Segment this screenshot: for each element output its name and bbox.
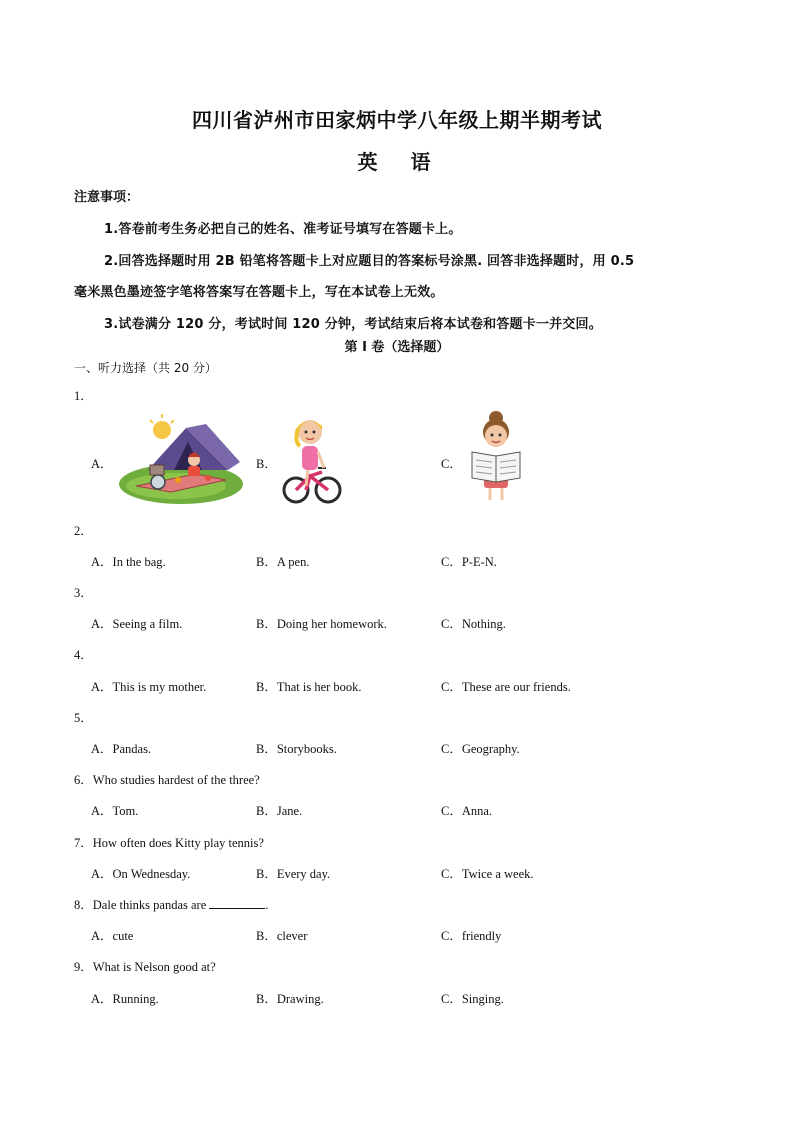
note-item-3: 3.试卷满分 120 分，考试时间 120 分钟，考试结束后将本试卷和答题卡一并交回。 bbox=[104, 317, 602, 332]
option-c: C．Nothing. bbox=[441, 617, 506, 631]
part-title: 第 I 卷（选择题） bbox=[344, 340, 450, 355]
question-stem bbox=[74, 895, 269, 913]
question-text: What is Nelson good at? bbox=[92, 960, 216, 974]
option-b: B．Doing her homework. bbox=[256, 617, 387, 631]
note-item-2-cont: 毫米黑色墨迹签字笔将答案写在答题卡上，写在本试卷上无效。 bbox=[74, 285, 444, 300]
question-text: How often does Kitty play tennis? bbox=[92, 836, 264, 850]
option-a: A．Seeing a film. bbox=[91, 617, 183, 631]
option-b: B．That is her book. bbox=[256, 680, 362, 694]
question-number: 3． bbox=[74, 586, 93, 600]
question-stem bbox=[74, 957, 216, 975]
option-a: A．Running. bbox=[91, 992, 159, 1006]
question-number: 5． bbox=[74, 711, 93, 725]
option-b: B．Jane. bbox=[256, 804, 303, 818]
camping-picture bbox=[116, 410, 246, 505]
exam-subject: 英 语 bbox=[357, 150, 437, 174]
option-c: C．Geography. bbox=[441, 742, 520, 756]
option-c: C．These are our friends. bbox=[441, 680, 571, 694]
option-b: B．Every day. bbox=[256, 867, 331, 881]
question-text-end: . bbox=[265, 898, 269, 912]
question-number: 1． bbox=[74, 389, 93, 403]
option-label: C． bbox=[441, 457, 462, 471]
option-a: A．On Wednesday. bbox=[91, 867, 191, 881]
option-a: A．cute bbox=[91, 929, 134, 943]
option-c: C．friendly bbox=[441, 929, 502, 943]
question-stem bbox=[74, 770, 260, 788]
option-b: B．A pen. bbox=[256, 555, 310, 569]
question-number: 7． bbox=[74, 836, 93, 850]
option-a: A．In the bag. bbox=[91, 555, 166, 569]
notes-heading: 注意事项： bbox=[74, 190, 140, 205]
option-a: A．This is my mother. bbox=[91, 680, 207, 694]
option-b: B．Drawing. bbox=[256, 992, 324, 1006]
question-number: 8． bbox=[74, 898, 93, 912]
question-text: Who studies hardest of the three? bbox=[92, 773, 260, 787]
option-label: A． bbox=[91, 457, 113, 471]
option-c: C．Twice a week. bbox=[441, 867, 534, 881]
option-a: A．Tom. bbox=[91, 804, 139, 818]
girl-on-bike-picture bbox=[280, 410, 342, 506]
option-b: B．Storybooks. bbox=[256, 742, 337, 756]
option-b: B．clever bbox=[256, 929, 308, 943]
question-text: Dale thinks pandas are bbox=[92, 898, 207, 912]
question-number: 2． bbox=[74, 524, 93, 538]
option-c: C．P-E-N. bbox=[441, 555, 497, 569]
answer-blank bbox=[209, 898, 265, 909]
question-number: 9． bbox=[74, 960, 93, 974]
question-number: 6． bbox=[74, 773, 93, 787]
exam-title: 四川省泸州市田家炳中学八年级上期半期考试 bbox=[192, 108, 602, 132]
woman-reading-picture bbox=[466, 408, 526, 504]
option-c: C．Singing. bbox=[441, 992, 504, 1006]
note-item-2: 2.回答选择题时用 2B 铅笔将答题卡上对应题目的答案标号涂黑. 回答非选择题时，用 0.5 bbox=[104, 254, 635, 269]
section-heading: 一、听力选择（共 20 分） bbox=[74, 361, 217, 375]
option-a: A．Pandas. bbox=[91, 742, 152, 756]
note-item-1: 1.答卷前考生务必把自己的姓名、准考证号填写在答题卡上。 bbox=[104, 222, 462, 237]
question-stem bbox=[74, 833, 264, 851]
option-label: B． bbox=[256, 457, 277, 471]
question-number: 4． bbox=[74, 648, 93, 662]
option-c: C．Anna. bbox=[441, 804, 493, 818]
